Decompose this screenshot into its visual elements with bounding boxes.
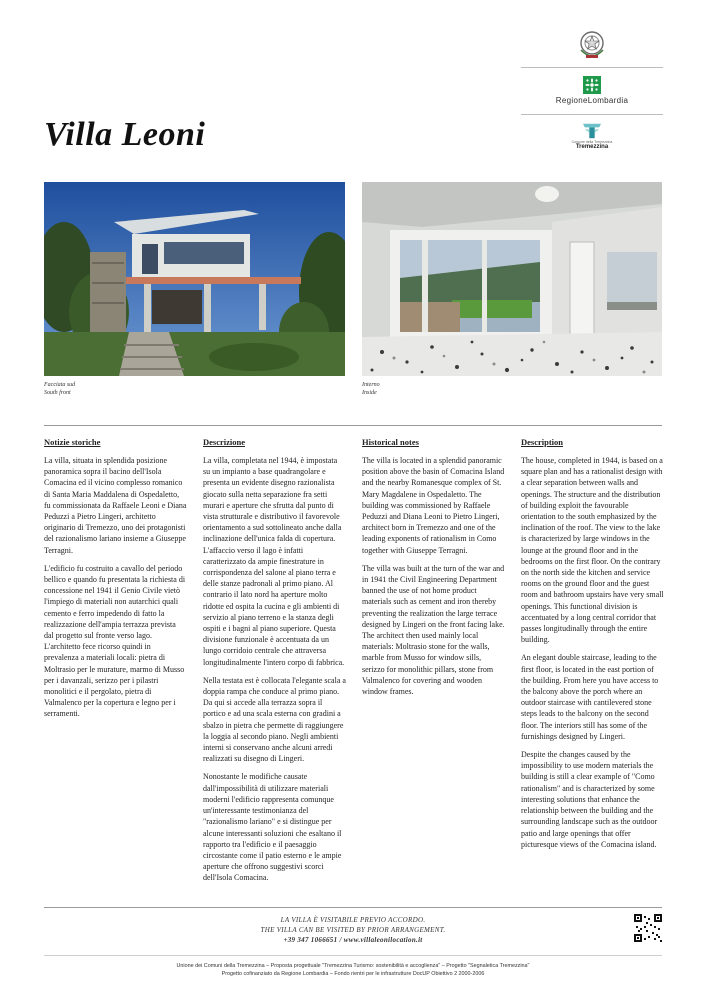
column-heading: Historical notes (362, 437, 419, 447)
qr-code-icon[interactable] (634, 914, 662, 942)
logo-divider (521, 114, 663, 115)
town-subtitle: Comune della Tremezzina (571, 140, 613, 144)
column-paragraph: The house, completed in 1944, is based on a square plan and has a rationalist design with a clear separation between walls and openings. The structure and the distribution of building exploit the favourable orientation to the south emphasized by the inclination of the roof. The view to the lake is characterized by large windows in the lounge at the ground floor and in the bedrooms on the first floor. On the contrary on the north side the kitchen and service rooms on the ground floor and the guest room and bathroom upstairs have very small openings. This functional division is accentuated by a long central corridor that passes longitudinally through the entire building. (521, 456, 664, 645)
visit-note-english: THE VILLA CAN BE VISITED BY PRIOR ARRANGEMENT. (260, 926, 446, 934)
emblem-icon (577, 28, 607, 60)
tremezzina-icon (581, 122, 603, 140)
caption-italian: Interno (362, 382, 380, 388)
caption-english: South front (44, 390, 71, 396)
region-name: RegioneLombardia (555, 96, 629, 105)
caption-english: Inside (362, 390, 377, 396)
column-paragraph: L'edificio fu costruito a cavallo del periodo bellico e quando fu presentata la richiesta di concessione nel 1941 il Genio Civile vietò l'impiego di materiali non autarchici quali cemento e ferro impedendo di fatto la realizzazione dell'ampia terrazza prevista dal progetto sul fronte verso lago. L'architetto fece ricorso quindi in prevalenza a materiali locali: pietra di Moltrasio per le murature, marmo di Musso per i davanzali, serizzo per i pilastri monolitici e il pergolato, pietra di Valmalenco per la copertura e legno per i serramenti. (44, 563, 186, 719)
column-heading: Notizie storiche (44, 437, 101, 447)
caption-italian: Facciata sud (44, 382, 76, 388)
south-front-photo (44, 182, 345, 376)
column-notizie-storiche (44, 437, 187, 727)
column-heading: Description (521, 437, 564, 447)
photo-caption-interior (362, 381, 380, 397)
footer-top-divider (44, 907, 662, 908)
contact-line[interactable]: +39 347 1066651 / www.villaleonilocation.it (283, 936, 423, 944)
regione-lombardia-icon (583, 76, 601, 94)
logo-divider (521, 67, 663, 68)
column-paragraph: An elegant double staircase, leading to the first floor, is located in the east portion of the building. From here you have access to the balcony above the porch where an outdoor staircase with cantilevered stone steps leads to the balcony on the second floor. The interiors still has some of the furnishings designed by Lingeri. (521, 653, 659, 741)
column-descrizione (203, 437, 346, 891)
visit-note-italian: LA VILLA È VISITABILE PREVIO ACCORDO. (280, 916, 426, 924)
column-paragraph: La villa, completata nel 1944, è impostata su un impianto a base quadrangolare e presenta un evidente disegno razionalista giocato sulla netta separazione fra setti murari e aperture che sfrutta dal punto di vista strutturale e distributivo il favorevole orientamento a sud sottolineato anche dalla inclinazione dell'unica falda di copertura. L'affaccio verso il lago è infatti caratterizzato da ampie finestrature in corrispondenza del salone al piano terra e delle stanze padronali al primo piano. Al contrario il lato nord ha aperture molto ridotte ed ospita la cucina e gli ambienti di servizio al piano terreno e la stanza degli ospiti e i bagni al piano superiore. Questa divisione funzionale è accentuata da un lungo corridoio centrale che attraversa longitudinalmente l'intero corpo di fabbrica. (203, 456, 345, 667)
column-heading: Descrizione (203, 437, 246, 447)
interior-photo (362, 182, 662, 376)
credit-line-2: Progetto cofinanziato da Regione Lombardia – Fondo rientri per le infrastrutture DocUP Obiettivo 2 2000-2006 (221, 971, 485, 977)
column-historical-notes (362, 437, 505, 704)
column-description (521, 437, 664, 857)
column-paragraph: Nella testata est è collocata l'elegante scala a doppia rampa che conduce al primo piano. Da qui si accede alla terrazza sopra il portico e ad una scala esterna con gradini a sbalzo in pietra che permette di raggiungere la loggia al secondo piano. Negli ambienti interni si conservano anche alcuni arredi realizzati su disegno di Lingeri. (203, 675, 346, 764)
villa-interior-image (362, 182, 662, 376)
regione-lombardia-logo (521, 76, 663, 105)
page-title: Villa Leoni (44, 116, 206, 153)
credits-divider (44, 955, 662, 956)
column-paragraph: The villa was built at the turn of the war and in 1941 the Civil Engineering Department banned the use of not home product materials such as cement and iron thereby preventing the realization the large terrace designed by Lingeri on the front facing lake. The architect then used mainly local materials: Moltrasio stone for the walls, marble from Musso for window sills, serizzo for monolithic pillars, stone from Valmalenco for covering and wooden window frames. (362, 563, 505, 697)
tremezzina-logo (521, 122, 663, 150)
villa-exterior-image (44, 182, 345, 376)
town-name: Tremezzina (575, 144, 609, 150)
credits (0, 962, 706, 978)
photo-caption-south-front (44, 381, 75, 397)
column-paragraph: The villa is located in a splendid panoramic position above the basin of Comacina Island and the nearby Romanesque complex of St. Mary Magdalene in Ospedaletto. The building was commissioned by Raffaele Peduzzi and Diana Leoni to Pietro Lingeri, architect born in Tremezzo and one of the leading exponents of rationalism in Como together with Giuseppe Terragni. (362, 456, 505, 555)
credit-line-1: Unione dei Comuni della Tremezzina – Proposta progettuale "Tremezzina Turismo: sostenibilità e accoglienza" – Progetto "Segnaletica Tremezzina" (176, 963, 530, 969)
italian-republic-emblem (521, 28, 663, 65)
column-paragraph: La villa, situata in splendida posizione panoramica sopra il bacino dell'Isola Comacina ed il vicino complesso romanico di Santa Maria Maddalena di Ospedaletto, fu commissionata da Raffaele Leoni e Diana Peduzzi a Pietro Lingeri, architetto originario di Tremezzo, uno dei protagonisti del razionalismo lariano insieme a Giuseppe Terragni. (44, 456, 187, 555)
column-paragraph: Despite the changes caused by the impossibility to use modern materials the building is still a clear example of "Como rationalism" and is characterized by some interesting solutions that enhance the relationship between the building and the surrounding landscape such as the outdoor patio and large openings that offer picturesque views of the Comacina island. (521, 750, 658, 849)
visit-note (0, 915, 706, 945)
content-top-divider (44, 425, 662, 426)
column-paragraph: Nonostante le modifiche causate dall'impossibilità di utilizzare materiali moderni l'edificio rappresenta comunque un'interessante testimonianza del "razionalismo lariano" e si distingue per alcune interessanti soluzioni che esaltano il rapporto tra l'edificio e il paesaggio circostante come il patio esterno e le ampie aperture che offrono suggestivi scorci dell'Isola Comacina. (203, 772, 342, 883)
